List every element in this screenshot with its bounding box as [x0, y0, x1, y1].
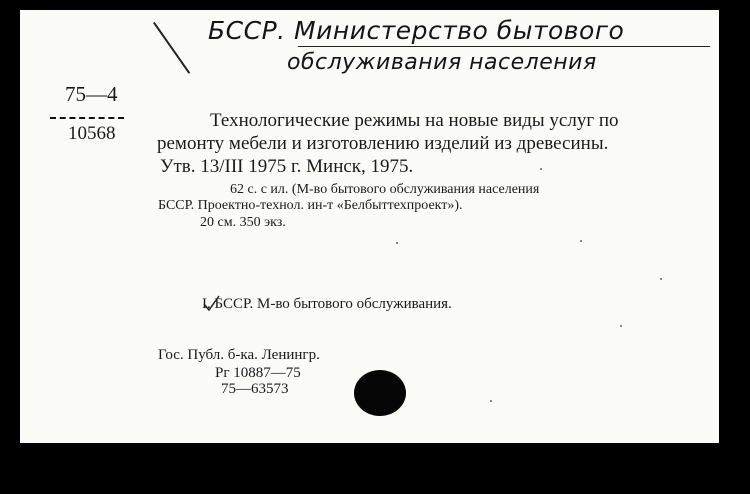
classification-number-bottom: 10568 — [68, 123, 116, 144]
description-line-3: 20 см. 350 экз. — [200, 215, 286, 230]
title-line-2: ремонту мебели и изготовлению изделий из древесины. — [157, 133, 609, 154]
paper-speck — [396, 242, 398, 244]
classification-divider — [50, 117, 124, 119]
paper-speck — [620, 325, 622, 327]
subject-entry: I. БССР. М-во бытового обслуживания. — [202, 296, 452, 312]
description-line-2: БССР. Проектно-технол. ин-т «Белбыттехпроект»). — [158, 198, 463, 213]
paper-speck — [580, 240, 582, 242]
handwritten-underline — [298, 46, 710, 47]
catalog-card — [20, 10, 719, 443]
title-line-1: Технологические режимы на новые виды услуг по — [210, 110, 619, 131]
check-mark-icon — [202, 295, 220, 313]
holding-accession: Рг 10887—75 — [215, 365, 301, 381]
handwritten-heading-line1: БССР. Министерство бытового — [208, 16, 625, 45]
paper-speck — [490, 400, 492, 402]
scan-border — [0, 443, 750, 494]
holding-card-number: 75—63573 — [221, 381, 289, 397]
description-line-1: 62 с. с ил. (М-во бытового обслуживания населения — [230, 182, 540, 197]
corner-pen-stroke — [153, 22, 190, 74]
paper-speck — [660, 278, 662, 280]
paper-speck — [540, 168, 542, 170]
title-line-3: Утв. 13/III 1975 г. Минск, 1975. — [160, 156, 414, 177]
ink-blot — [354, 370, 406, 416]
classification-number-top: 75—4 — [65, 82, 118, 106]
handwritten-heading-line2: обслуживания населения — [287, 50, 597, 75]
holding-library: Гос. Публ. б-ка. Ленингр. — [158, 347, 320, 363]
